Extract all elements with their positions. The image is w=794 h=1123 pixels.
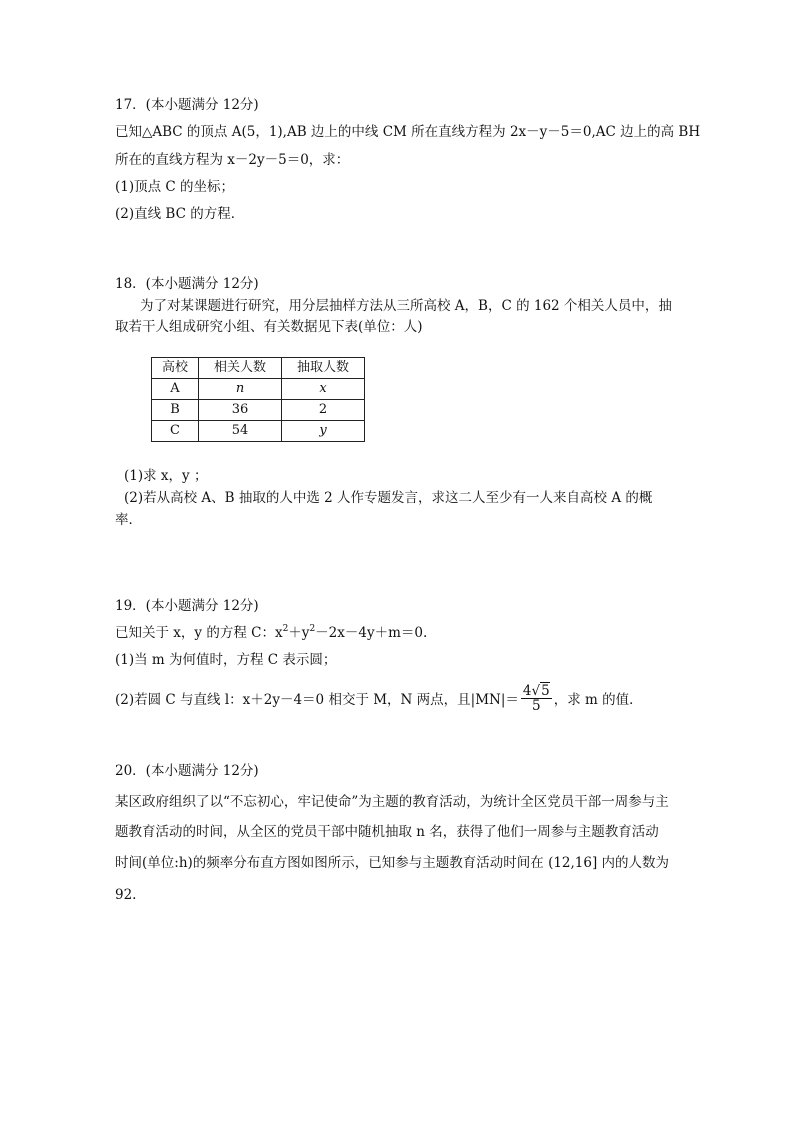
q18-part1: (1)求 x，y ； xyxy=(124,468,208,484)
table-header-row xyxy=(152,358,365,379)
table-row xyxy=(152,379,365,400)
q18-text-line1: 为了对某课题进行研究，用分层抽样方法从三所高校 A，B，C 的 162 个相关人员中，抽 xyxy=(140,298,672,314)
q19-text-a: 已知关于 x，y 的方程 C：x xyxy=(115,625,283,641)
table-cell: A xyxy=(152,379,199,400)
fraction-denominator: 5 xyxy=(532,698,541,714)
table-cell: 36 xyxy=(199,400,282,421)
q19-part2-text-a: (2)若圆 C 与直线 l：x＋2y－4＝0 相交于 M，N 两点，且|MN|＝ xyxy=(115,692,519,708)
q20-header: 20．(本小题满分 12分) xyxy=(115,763,259,779)
sqrt-radicand: 5 xyxy=(541,683,550,699)
table-cell: 54 xyxy=(199,421,282,442)
sqrt-sign: √ xyxy=(531,683,541,699)
numerator-coefficient: 4 xyxy=(522,683,532,699)
q17-text-line2: 所在的直线方程为 x－2y－5＝0，求： xyxy=(115,152,350,168)
q18-header: 18．(本小题满分 12分) xyxy=(115,276,259,292)
q19-part2-line xyxy=(115,683,643,715)
q20-text-line4: 92. xyxy=(115,887,137,903)
fraction-numerator xyxy=(521,684,552,699)
table-cell: n xyxy=(199,379,282,400)
q19-text-c: ＋y xyxy=(288,625,310,641)
table-header-cell: 抽取人数 xyxy=(282,358,365,379)
q17-part2: (2)直线 BC 的方程． xyxy=(115,206,245,222)
exponent: 2 xyxy=(282,624,289,634)
q19-part1: (1)当 m 为何值时，方程 C 表示圆； xyxy=(115,652,337,668)
table-cell: C xyxy=(152,421,199,442)
q20-text-line3: 时间(单位:h)的频率分布直方图如图所示，已知参与主题教育活动时间在 (12,16] 内的人数为 xyxy=(115,855,670,871)
q18-part2-line1: (2)若从高校 A、B 抽取的人中选 2 人作专题发言，求这二人至少有一人来自高校 A 的概 xyxy=(124,490,653,506)
table-cell: B xyxy=(152,400,199,421)
q18-part2-line2: 率． xyxy=(115,512,142,528)
q19-equation-line xyxy=(115,624,427,642)
table-cell: y xyxy=(282,421,365,442)
exponent: 2 xyxy=(309,624,316,634)
table-row xyxy=(152,421,365,442)
fraction xyxy=(521,684,552,713)
q19-text-e: －2x－4y＋m＝0. xyxy=(315,625,428,641)
q17-part1: (1)顶点 C 的坐标； xyxy=(115,179,235,195)
q17-text-line1: 已知△ABC 的顶点 A(5，1),AB 边上的中线 CM 所在直线方程为 2x－y－5＝0,AC 边上的高 BH xyxy=(115,124,701,140)
q18-data-table xyxy=(151,357,365,442)
table-header-cell: 高校 xyxy=(152,358,199,379)
q19-part2-text-b: ，求 m 的值． xyxy=(553,692,643,708)
table-header-cell: 相关人数 xyxy=(199,358,282,379)
q18-text-line2: 取若干人组成研究小组、有关数据见下表(单位：人) xyxy=(115,319,423,335)
table-cell: x xyxy=(282,379,365,400)
table-row xyxy=(152,400,365,421)
q17-header: 17．(本小题满分 12分) xyxy=(115,97,259,113)
table-cell: 2 xyxy=(282,400,365,421)
q20-text-line1: 某区政府组织了以“不忘初心，牢记使命”为主题的教育活动，为统计全区党员干部一周参与主 xyxy=(115,794,669,810)
q19-header: 19．(本小题满分 12分) xyxy=(115,598,259,614)
q20-text-line2: 题教育活动的时间，从全区的党员干部中随机抽取 n 名，获得了他们一周参与主题教育活动 xyxy=(115,824,659,840)
